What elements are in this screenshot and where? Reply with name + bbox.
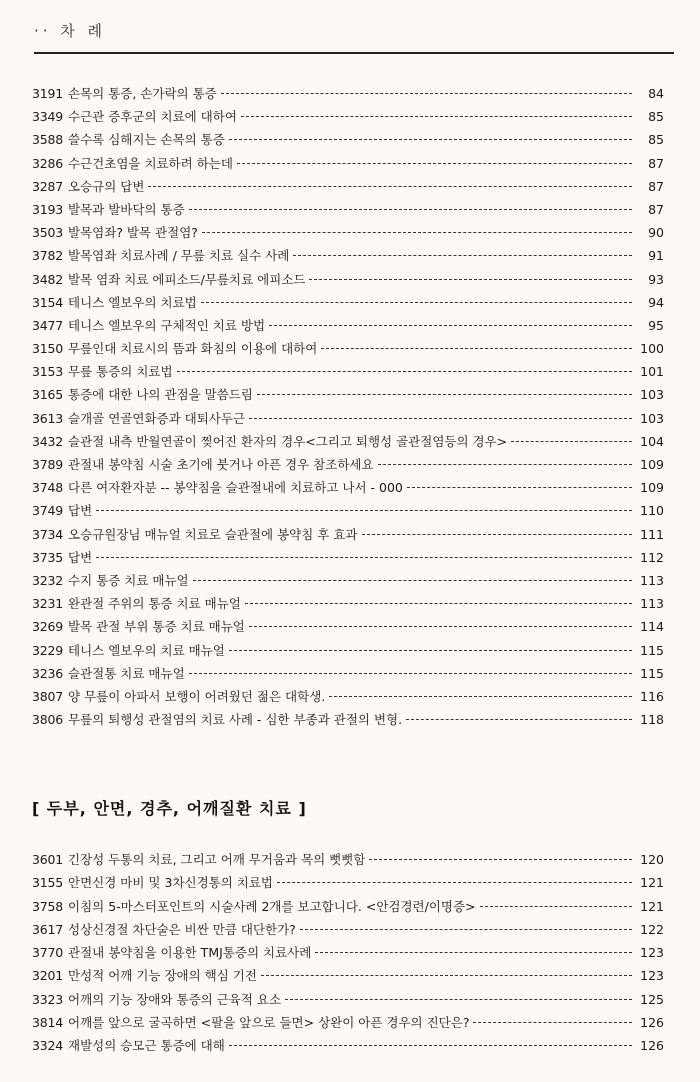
- dotted-leader: [261, 975, 632, 976]
- toc-entry: [32, 198, 664, 221]
- entry-code: 3287: [32, 178, 64, 194]
- toc-entry: [32, 152, 664, 175]
- entry-title: 테니스 엘보우의 구체적인 치료 방법: [68, 317, 266, 333]
- entry-code: 3749: [32, 503, 64, 519]
- toc-entry: [32, 988, 664, 1011]
- entry-code: 3758: [32, 898, 64, 914]
- entry-title: 수근관 증후군의 치료에 대하여: [68, 109, 237, 125]
- dotted-leader: [362, 534, 632, 535]
- dotted-leader: [321, 348, 632, 349]
- entry-page-number: 101: [640, 364, 664, 380]
- entry-code: 3154: [32, 294, 64, 310]
- dotted-leader: [229, 650, 632, 651]
- entry-page-number: 122: [640, 921, 664, 937]
- entry-title: 슬개골 연골연화증과 대퇴사두근: [68, 410, 246, 426]
- entry-title: 답변: [68, 549, 93, 565]
- entry-title: 손목의 통증, 손가락의 통증: [68, 86, 217, 101]
- entry-page-number: 90: [648, 225, 664, 241]
- entry-title: 발목염좌 치료사례 / 무릎 치료 실수 사례: [68, 248, 290, 264]
- entry-code: 3432: [32, 433, 64, 449]
- dotted-leader: [293, 255, 632, 256]
- entry-title: 발목 염좌 치료 에피소드/무릎치료 에피소드: [68, 271, 306, 287]
- entry-page-number: 115: [640, 642, 664, 658]
- entry-title: 답변: [68, 503, 93, 519]
- toc-entry: [32, 360, 664, 383]
- entry-page-number: 113: [640, 596, 664, 612]
- dotted-leader: [277, 882, 632, 883]
- entry-title: 관절내 봉약침 시술 초기에 붓거나 아픈 경우 참조하세요: [68, 457, 374, 472]
- toc-entry: [32, 105, 664, 128]
- entry-page-number: 121: [640, 898, 664, 914]
- entry-title: 무릎의 퇴행성 관절염의 치료 사례 - 심한 부종과 관절의 변형.: [68, 712, 403, 728]
- dotted-leader: [406, 719, 632, 720]
- entry-code: 3588: [32, 132, 64, 148]
- dotted-leader: [229, 139, 632, 140]
- toc-entry: [32, 430, 664, 453]
- entry-title: 어깨를 앞으로 굴곡하면 <팔을 앞으로 들면> 상완이 아픈 경우의 진단은?: [68, 1015, 470, 1031]
- toc-entry: [32, 871, 664, 894]
- entry-title: 발목과 발바닥의 통증: [68, 201, 185, 217]
- entry-code: 3617: [32, 921, 64, 937]
- dotted-leader: [249, 418, 632, 419]
- toc-entry: [32, 639, 664, 662]
- dotted-leader: [96, 557, 632, 558]
- entry-page-number: 100: [640, 341, 664, 357]
- entry-code: 3201: [32, 968, 64, 984]
- entry-code: 3191: [32, 86, 64, 101]
- entry-page-number: 85: [648, 109, 664, 125]
- toc-entry: [32, 918, 664, 941]
- entry-page-number: 116: [640, 688, 664, 704]
- entry-title: 슬관절 내측 반월연골이 찢어진 환자의 경우<그리고 퇴행성 골관절염등의 경우>: [68, 433, 508, 449]
- toc-entry: [32, 964, 664, 987]
- toc-entry: [32, 453, 664, 476]
- entry-page-number: 113: [640, 572, 664, 588]
- entry-code: 3155: [32, 875, 64, 891]
- entry-code: 3477: [32, 317, 64, 333]
- page-header: [34, 8, 674, 54]
- entry-code: 3269: [32, 619, 64, 635]
- dotted-leader: [300, 929, 632, 930]
- dotted-leader: [329, 696, 632, 697]
- entry-code: 3232: [32, 572, 64, 588]
- entry-page-number: 112: [640, 549, 664, 565]
- entry-title: 무릎인대 치료시의 뜸과 화침의 이용에 대하여: [68, 341, 318, 357]
- entry-title: 테니스 엘보우의 치료 매뉴얼: [68, 642, 225, 658]
- dotted-leader: [249, 626, 632, 627]
- toc-entry: [32, 383, 664, 406]
- entry-code: 3349: [32, 109, 64, 125]
- toc-list-head-neck: [32, 848, 664, 1058]
- entry-page-number: 109: [640, 480, 664, 496]
- entry-title: 관절내 봉약침을 이용한 TMJ통증의 치료사례: [68, 945, 312, 961]
- toc-entry: [32, 569, 664, 592]
- entry-page-number: 123: [640, 968, 664, 984]
- entry-page-number: 95: [648, 317, 664, 333]
- dotted-leader: [201, 302, 632, 303]
- entry-title: 테니스 엘보우의 치료법: [68, 294, 197, 310]
- dotted-leader: [148, 186, 632, 187]
- toc-entry: [32, 615, 664, 638]
- entry-code: 3286: [32, 155, 64, 171]
- entry-page-number: 85: [648, 132, 664, 148]
- toc-entry: [32, 82, 664, 105]
- dotted-leader: [202, 232, 632, 233]
- entry-code: 3814: [32, 1015, 64, 1031]
- entry-code: 3150: [32, 341, 64, 357]
- entry-page-number: 109: [640, 457, 664, 472]
- entry-code: 3324: [32, 1038, 64, 1054]
- dotted-leader: [96, 510, 632, 511]
- entry-title: 이침의 5-마스터포인트의 시술사례 2개를 보고합니다. <안검경련/이명증>: [68, 898, 476, 914]
- toc-entry: [32, 1011, 664, 1034]
- toc-entry: [32, 708, 664, 731]
- entry-title: 발목염좌? 발목 관절염?: [68, 225, 198, 241]
- dotted-leader: [473, 1022, 632, 1023]
- entry-page-number: 87: [648, 155, 664, 171]
- entry-code: 3323: [32, 991, 64, 1007]
- entry-page-number: 103: [640, 387, 664, 403]
- entry-code: 3735: [32, 549, 64, 565]
- entry-title: 통증에 대한 나의 관점을 말씀드림: [68, 387, 253, 403]
- entry-code: 3601: [32, 852, 64, 867]
- dotted-leader: [241, 116, 632, 117]
- entry-title: 무릎 통증의 치료법: [68, 364, 173, 380]
- entry-page-number: 118: [640, 712, 664, 728]
- entry-title: 오승규의 답변: [68, 178, 145, 194]
- dotted-leader: [189, 209, 632, 210]
- dotted-leader: [269, 325, 632, 326]
- toc-entry: [32, 592, 664, 615]
- entry-title: 수근건초염을 치료하려 하는데: [68, 155, 233, 171]
- entry-page-number: 123: [640, 945, 664, 961]
- dotted-leader: [369, 859, 632, 860]
- entry-title: 성상신경절 차단술은 비싼 만큼 대단한가?: [68, 921, 296, 937]
- entry-title: 양 무릎이 아파서 보행이 어려웠던 젊은 대학생.: [68, 688, 326, 704]
- entry-code: 3789: [32, 457, 64, 472]
- dotted-leader: [189, 673, 632, 674]
- toc-entry: [32, 848, 664, 871]
- entry-page-number: 94: [648, 294, 664, 310]
- dotted-leader: [177, 371, 632, 372]
- entry-code: 3807: [32, 688, 64, 704]
- entry-title: 재발성의 승모근 통증에 대해: [68, 1038, 225, 1054]
- entry-page-number: 103: [640, 410, 664, 426]
- entry-code: 3153: [32, 364, 64, 380]
- entry-page-number: 104: [640, 433, 664, 449]
- entry-page-number: 125: [640, 991, 664, 1007]
- toc-entry: [32, 895, 664, 918]
- entry-code: 3734: [32, 526, 64, 542]
- entry-code: 3231: [32, 596, 64, 612]
- dotted-leader: [511, 441, 632, 442]
- entry-code: 3782: [32, 248, 64, 264]
- toc-entry: [32, 476, 664, 499]
- entry-title: 긴장성 두통의 치료, 그리고 어깨 무거움과 목의 뻣뻣함: [68, 852, 366, 867]
- toc-entry: [32, 662, 664, 685]
- entry-code: 3770: [32, 945, 64, 961]
- toc-list-joint: [32, 82, 664, 731]
- entry-code: 3193: [32, 201, 64, 217]
- dotted-leader: [480, 906, 632, 907]
- toc-entry: [32, 499, 664, 522]
- entry-code: 3748: [32, 480, 64, 496]
- dotted-leader: [285, 999, 632, 1000]
- entry-title: 오승규원장님 매뉴얼 치료로 슬관절에 봉약침 후 효과: [68, 526, 358, 542]
- entry-page-number: 121: [640, 875, 664, 891]
- entry-page-number: 93: [648, 271, 664, 287]
- section-heading: [ 두부, 안면, 경추, 어깨질환 치료 ]: [32, 799, 307, 818]
- entry-title: 수지 통증 치료 매뉴얼: [68, 572, 189, 588]
- entry-title: 슬관절통 치료 매뉴얼: [68, 665, 185, 681]
- dotted-leader: [237, 163, 632, 164]
- dotted-leader: [407, 487, 632, 488]
- entry-code: 3806: [32, 712, 64, 728]
- entry-code: 3482: [32, 271, 64, 287]
- toc-entry: [32, 1034, 664, 1057]
- entry-page-number: 126: [640, 1038, 664, 1054]
- entry-page-number: 84: [648, 86, 664, 101]
- entry-title: 만성적 어깨 기능 장애의 핵심 기전: [68, 968, 257, 984]
- toc-entry: [32, 337, 664, 360]
- dotted-leader: [245, 603, 632, 604]
- entry-code: 3165: [32, 387, 64, 403]
- entry-page-number: 91: [648, 248, 664, 264]
- toc-entry: [32, 685, 664, 708]
- toc-entry: [32, 244, 664, 267]
- entry-title: 다른 여자환자분 -- 봉약침을 슬관절내에 치료하고 나서 - 000: [68, 480, 403, 496]
- entry-code: 3236: [32, 665, 64, 681]
- toc-entry: [32, 407, 664, 430]
- entry-title: 완관절 주위의 통증 치료 매뉴얼: [68, 596, 241, 612]
- entry-code: 3503: [32, 225, 64, 241]
- dotted-leader: [378, 464, 632, 465]
- entry-code: 3613: [32, 410, 64, 426]
- entry-title: 발목 관절 부위 통증 치료 매뉴얼: [68, 619, 245, 635]
- toc-entry: [32, 268, 664, 291]
- entry-title: 안면신경 마비 및 3차신경통의 치료법: [68, 875, 273, 891]
- entry-page-number: 114: [640, 619, 664, 635]
- toc-entry: [32, 291, 664, 314]
- entry-page-number: 87: [648, 178, 664, 194]
- entry-page-number: 115: [640, 665, 664, 681]
- dotted-leader: [221, 93, 632, 94]
- toc-entry: [32, 546, 664, 569]
- entry-title: 쓸수록 심해지는 손목의 통증: [68, 132, 225, 148]
- dotted-leader: [257, 394, 632, 395]
- entry-code: 3229: [32, 642, 64, 658]
- entry-page-number: 126: [640, 1015, 664, 1031]
- dotted-leader: [229, 1045, 632, 1046]
- dotted-leader: [315, 952, 632, 953]
- entry-page-number: 120: [640, 852, 664, 867]
- toc-entry: [32, 175, 664, 198]
- toc-entry: [32, 941, 664, 964]
- toc-entry: [32, 128, 664, 151]
- toc-entry: [32, 314, 664, 337]
- page-title: ·· 차 례: [34, 22, 107, 40]
- dotted-leader: [309, 279, 632, 280]
- toc-entry: [32, 523, 664, 546]
- entry-page-number: 87: [648, 201, 664, 217]
- toc-entry: [32, 221, 664, 244]
- entry-title: 어깨의 기능 장애와 통증의 근육적 요소: [68, 991, 282, 1007]
- dotted-leader: [193, 580, 632, 581]
- entry-page-number: 110: [640, 503, 664, 519]
- entry-page-number: 111: [640, 526, 664, 542]
